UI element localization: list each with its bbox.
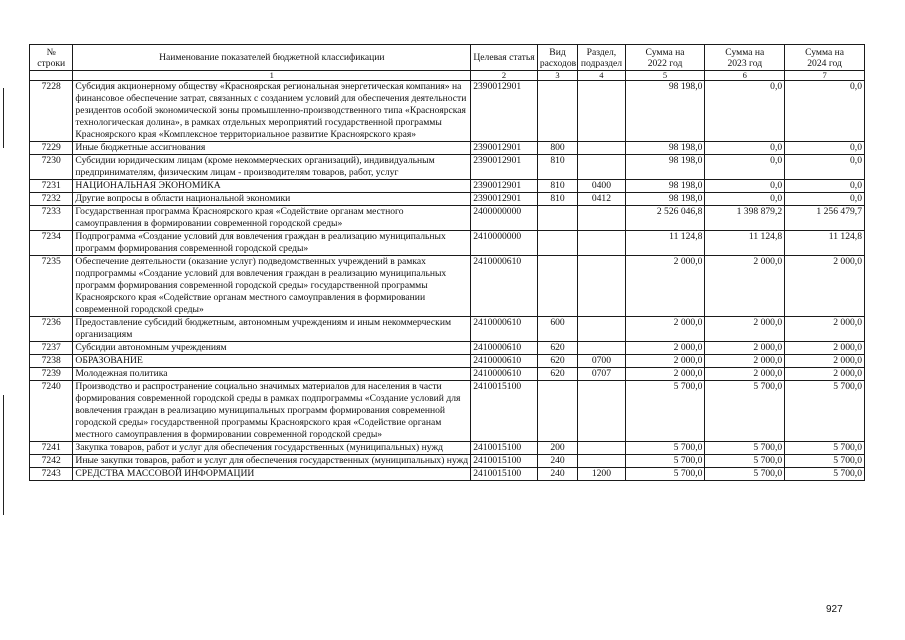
cell-row-no: 7234 — [30, 231, 73, 256]
col-number-5: 5 — [625, 71, 705, 81]
budget-table — [29, 44, 865, 481]
cell-sum-2024: 0,0 — [785, 155, 865, 180]
cell-name: Субсидии юридическим лицам (кроме некоммерческих организаций), индивидуальным предпринимателям, физическим лицам - производителям товаров, работ, услуг — [73, 155, 471, 180]
cell-row-no: 7236 — [30, 317, 73, 342]
table-row — [30, 231, 865, 256]
cell-name: Предоставление субсидий бюджетным, автономным учреждениям и иным некоммерческим организациям — [73, 317, 471, 342]
col-header-expense-type: Вид расходов — [537, 45, 577, 71]
cell-sum-2024: 2 000,0 — [785, 317, 865, 342]
table-row — [30, 355, 865, 368]
cell-expense-type — [537, 206, 577, 231]
table-row — [30, 81, 865, 142]
cell-sum-2023: 0,0 — [705, 81, 785, 142]
cell-section: 0400 — [578, 180, 625, 193]
cell-target: 2390012901 — [471, 180, 538, 193]
cell-name: Субсидии автономным учреждениям — [73, 342, 471, 355]
table-row — [30, 381, 865, 442]
table-row — [30, 368, 865, 381]
cell-target: 2410000000 — [471, 231, 538, 256]
col-header-section: Раздел, подраздел — [578, 45, 625, 71]
cell-name: Государственная программа Красноярского края «Содействие органам местного самоуправления в формировании современной городской среды» — [73, 206, 471, 231]
table-row — [30, 455, 865, 468]
cell-name: Закупка товаров, работ и услуг для обеспечения государственных (муниципальных) нужд — [73, 442, 471, 455]
cell-target: 2410000610 — [471, 317, 538, 342]
col-header-sum-2023: Сумма на 2023 год — [705, 45, 785, 71]
table-row — [30, 442, 865, 455]
table-row — [30, 342, 865, 355]
cell-section — [578, 381, 625, 442]
cell-row-no: 7228 — [30, 81, 73, 142]
cell-row-no: 7242 — [30, 455, 73, 468]
cell-expense-type: 200 — [537, 442, 577, 455]
cell-section — [578, 81, 625, 142]
col-number-2: 2 — [471, 71, 538, 81]
cell-name: СРЕДСТВА МАССОВОЙ ИНФОРМАЦИИ — [73, 468, 471, 481]
table-row — [30, 468, 865, 481]
cell-sum-2024: 0,0 — [785, 81, 865, 142]
cell-expense-type: 620 — [537, 355, 577, 368]
cell-sum-2023: 5 700,0 — [705, 455, 785, 468]
cell-target: 2410015100 — [471, 442, 538, 455]
cell-sum-2022: 2 000,0 — [625, 256, 705, 317]
cell-target: 2390012901 — [471, 81, 538, 142]
table-header-row — [30, 45, 865, 71]
cell-target: 2410000610 — [471, 342, 538, 355]
col-header-target: Целевая статья — [471, 45, 538, 71]
cell-section: 0700 — [578, 355, 625, 368]
cell-section — [578, 231, 625, 256]
col-number-7: 7 — [785, 71, 865, 81]
cell-sum-2023: 0,0 — [705, 142, 785, 155]
cell-row-no: 7241 — [30, 442, 73, 455]
cell-section — [578, 442, 625, 455]
page-number: 927 — [826, 604, 843, 615]
col-header-row-no: № строки — [30, 45, 73, 71]
cell-expense-type: 620 — [537, 368, 577, 381]
cell-section — [578, 256, 625, 317]
cell-name: Другие вопросы в области национальной экономики — [73, 193, 471, 206]
cell-sum-2022: 2 000,0 — [625, 317, 705, 342]
cell-expense-type: 810 — [537, 193, 577, 206]
cell-sum-2022: 2 000,0 — [625, 355, 705, 368]
table-row — [30, 317, 865, 342]
cell-section — [578, 455, 625, 468]
cell-sum-2024: 11 124,8 — [785, 231, 865, 256]
cell-expense-type — [537, 256, 577, 317]
cell-row-no: 7243 — [30, 468, 73, 481]
cell-sum-2024: 0,0 — [785, 193, 865, 206]
cell-sum-2024: 5 700,0 — [785, 442, 865, 455]
cell-name: Иные бюджетные ассигнования — [73, 142, 471, 155]
cell-row-no: 7237 — [30, 342, 73, 355]
cell-section — [578, 317, 625, 342]
cell-row-no: 7235 — [30, 256, 73, 317]
cell-row-no: 7232 — [30, 193, 73, 206]
cell-target: 2410000610 — [471, 368, 538, 381]
cell-name: Подпрограмма «Создание условий для вовлечения граждан в реализацию муниципальных программ формирования современной городской среды» — [73, 231, 471, 256]
cell-row-no: 7239 — [30, 368, 73, 381]
cell-sum-2022: 5 700,0 — [625, 381, 705, 442]
cell-name: ОБРАЗОВАНИЕ — [73, 355, 471, 368]
col-header-sum-2024: Сумма на 2024 год — [785, 45, 865, 71]
cell-name: Иные закупки товаров, работ и услуг для обеспечения государственных (муниципальных) нужд — [73, 455, 471, 468]
cell-target: 2390012901 — [471, 155, 538, 180]
cell-target: 2410015100 — [471, 381, 538, 442]
cell-row-no: 7230 — [30, 155, 73, 180]
cell-sum-2022: 98 198,0 — [625, 193, 705, 206]
cell-row-no: 7240 — [30, 381, 73, 442]
cell-name: Субсидия акционерному обществу «Красноярская региональная энергетическая компания» на финансовое обеспечение затрат, связанных с созданием условий для обеспечения деятельности резидентов особой экономической зоны промышленно-производственного типа «Красноярская технологическая долина», в рамках отдельных мероприятий государственной программы Красноярского края «Комплексное территориальное развитие Красноярского края» — [73, 81, 471, 142]
cell-section — [578, 142, 625, 155]
table-row — [30, 256, 865, 317]
cell-sum-2022: 5 700,0 — [625, 468, 705, 481]
table-row — [30, 193, 865, 206]
col-header-name: Наименование показателей бюджетной классификации — [73, 45, 471, 71]
cell-expense-type — [537, 231, 577, 256]
cell-expense-type: 810 — [537, 180, 577, 193]
cell-section — [578, 155, 625, 180]
cell-name: Производство и распространение социально значимых материалов для населения в части формирования современной городской среды в рамках подпрограммы «Создание условий для вовлечения граждан в реализацию муниципальных программ формирования современной городской среды» государственной программы Красноярского края «Содействие органам местного самоуправления в формировании современной городской среды» — [73, 381, 471, 442]
cell-sum-2024: 2 000,0 — [785, 355, 865, 368]
cell-sum-2023: 5 700,0 — [705, 442, 785, 455]
cell-sum-2022: 98 198,0 — [625, 180, 705, 193]
cell-expense-type — [537, 381, 577, 442]
cell-sum-2024: 2 000,0 — [785, 256, 865, 317]
cell-sum-2024: 5 700,0 — [785, 381, 865, 442]
cell-sum-2024: 5 700,0 — [785, 455, 865, 468]
cell-section: 0412 — [578, 193, 625, 206]
cell-sum-2022: 5 700,0 — [625, 455, 705, 468]
cell-expense-type: 600 — [537, 317, 577, 342]
cell-sum-2023: 5 700,0 — [705, 381, 785, 442]
cell-expense-type: 240 — [537, 468, 577, 481]
cell-target: 2410000610 — [471, 256, 538, 317]
cell-section: 1200 — [578, 468, 625, 481]
col-number-6: 6 — [705, 71, 785, 81]
cell-sum-2023: 1 398 879,2 — [705, 206, 785, 231]
cell-sum-2024: 5 700,0 — [785, 468, 865, 481]
table-row — [30, 155, 865, 180]
margin-rule-top — [3, 88, 4, 148]
cell-sum-2022: 11 124,8 — [625, 231, 705, 256]
cell-sum-2023: 0,0 — [705, 155, 785, 180]
cell-target: 2400000000 — [471, 206, 538, 231]
cell-sum-2023: 0,0 — [705, 180, 785, 193]
cell-expense-type: 620 — [537, 342, 577, 355]
cell-expense-type: 810 — [537, 155, 577, 180]
cell-sum-2023: 2 000,0 — [705, 317, 785, 342]
cell-sum-2023: 2 000,0 — [705, 256, 785, 317]
cell-sum-2023: 2 000,0 — [705, 368, 785, 381]
cell-sum-2023: 5 700,0 — [705, 468, 785, 481]
cell-sum-2023: 0,0 — [705, 193, 785, 206]
cell-expense-type: 240 — [537, 455, 577, 468]
cell-sum-2023: 2 000,0 — [705, 355, 785, 368]
column-number-row — [30, 71, 865, 81]
cell-section — [578, 206, 625, 231]
col-number-1: 1 — [73, 71, 471, 81]
cell-expense-type: 800 — [537, 142, 577, 155]
cell-sum-2023: 2 000,0 — [705, 342, 785, 355]
cell-sum-2024: 1 256 479,7 — [785, 206, 865, 231]
cell-expense-type — [537, 81, 577, 142]
table-row — [30, 180, 865, 193]
cell-sum-2023: 11 124,8 — [705, 231, 785, 256]
col-number-0 — [30, 71, 73, 81]
col-header-sum-2022: Сумма на 2022 год — [625, 45, 705, 71]
cell-row-no: 7231 — [30, 180, 73, 193]
cell-target: 2410015100 — [471, 468, 538, 481]
cell-sum-2022: 98 198,0 — [625, 81, 705, 142]
cell-row-no: 7229 — [30, 142, 73, 155]
cell-target: 2410015100 — [471, 455, 538, 468]
cell-sum-2022: 98 198,0 — [625, 142, 705, 155]
cell-sum-2024: 0,0 — [785, 180, 865, 193]
cell-name: Обеспечение деятельности (оказание услуг) подведомственных учреждений в рамках подпрограммы «Создание условий для вовлечения граждан в реализацию муниципальных программ формирования современной городской среды» государственной программы Красноярского края «Содействие органам местного самоуправления в формировании современной городской среды» — [73, 256, 471, 317]
cell-sum-2022: 5 700,0 — [625, 442, 705, 455]
cell-sum-2022: 98 198,0 — [625, 155, 705, 180]
cell-target: 2390012901 — [471, 193, 538, 206]
col-number-4: 4 — [578, 71, 625, 81]
cell-section — [578, 342, 625, 355]
col-number-3: 3 — [537, 71, 577, 81]
cell-section: 0707 — [578, 368, 625, 381]
cell-target: 2410000610 — [471, 355, 538, 368]
table-row — [30, 142, 865, 155]
cell-name: Молодежная политика — [73, 368, 471, 381]
margin-rule-bottom — [3, 395, 4, 515]
cell-sum-2024: 2 000,0 — [785, 342, 865, 355]
cell-target: 2390012901 — [471, 142, 538, 155]
cell-sum-2024: 2 000,0 — [785, 368, 865, 381]
cell-row-no: 7233 — [30, 206, 73, 231]
cell-sum-2024: 0,0 — [785, 142, 865, 155]
cell-name: НАЦИОНАЛЬНАЯ ЭКОНОМИКА — [73, 180, 471, 193]
cell-sum-2022: 2 526 046,8 — [625, 206, 705, 231]
table-row — [30, 206, 865, 231]
cell-sum-2022: 2 000,0 — [625, 342, 705, 355]
cell-row-no: 7238 — [30, 355, 73, 368]
cell-sum-2022: 2 000,0 — [625, 368, 705, 381]
